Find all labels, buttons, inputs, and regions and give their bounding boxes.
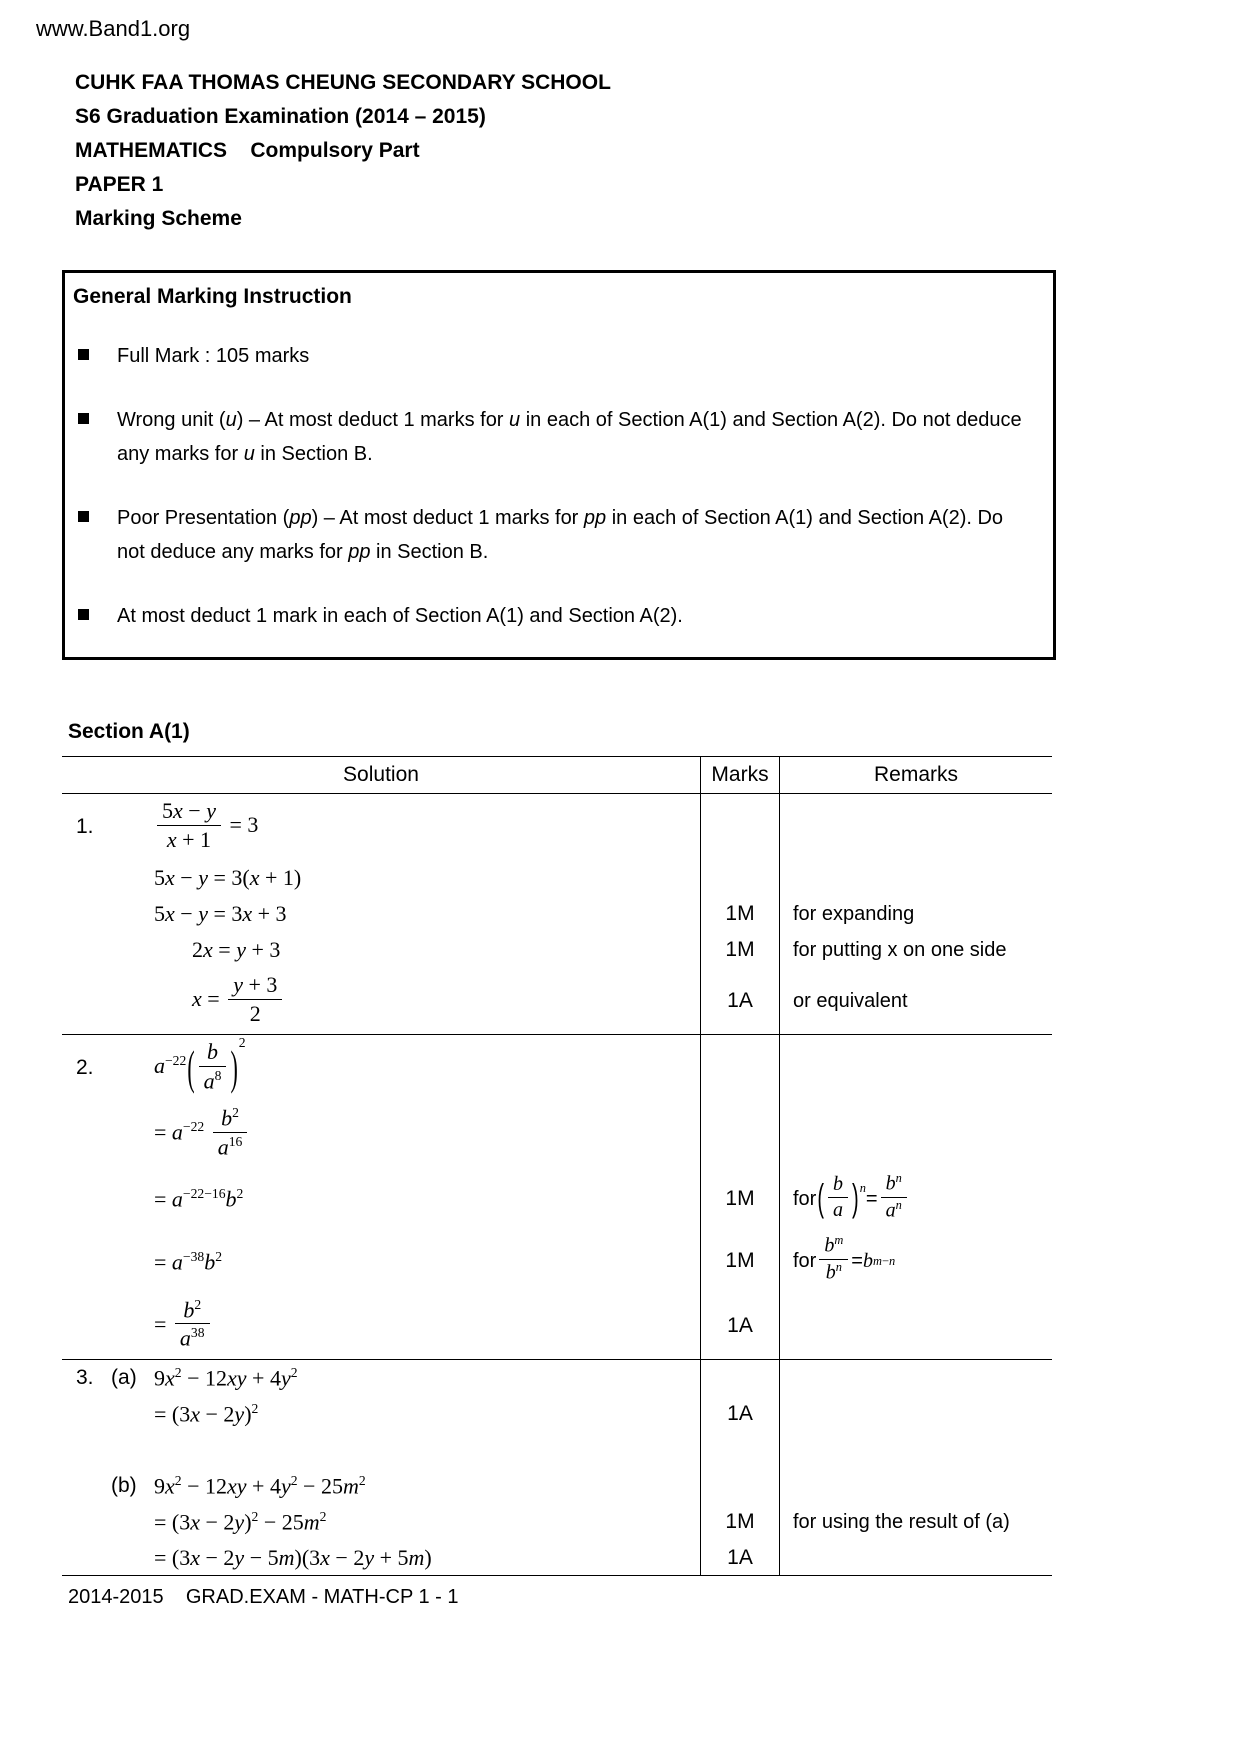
subject-title: MATHEMATICS Compulsory Part: [75, 139, 420, 162]
document-type: Marking Scheme: [75, 207, 242, 230]
solution-math: = $a^{-38}b^2$: [154, 1248, 223, 1274]
paper-number: PAPER 1: [75, 173, 164, 196]
mark-cell: [700, 1360, 780, 1396]
solution-line: [62, 1101, 700, 1168]
solution-math: 5x − y = 3(x + 1): [154, 865, 302, 891]
remark-cell: [780, 1360, 1052, 1396]
remark-cell: for putting x on one side: [793, 939, 1007, 961]
mark-cell: [700, 1101, 780, 1168]
instruction-item: [65, 403, 1033, 471]
solution-line: [62, 1293, 700, 1361]
solution-line: [62, 1432, 700, 1468]
solution-line: [62, 1396, 700, 1432]
mark-cell: [700, 860, 780, 896]
mark-cell: [700, 1035, 780, 1101]
mark-cell: [700, 1432, 780, 1468]
mark-cell: 1A: [700, 1540, 780, 1576]
remark-cell: [780, 1540, 1052, 1576]
solution-math: = $a^{-22-16}b^2$: [154, 1186, 244, 1212]
question-label: (b): [76, 1474, 137, 1498]
solution-line: [62, 794, 700, 860]
mark-cell: 1M: [700, 1504, 780, 1540]
solution-line: [62, 932, 700, 968]
remark-cell: for using the result of (a): [793, 1511, 1010, 1534]
solution-math: $9x^2 - 12xy + 4y^2$: [154, 1365, 298, 1391]
remark-cell: for $b^m$ $b^n$ = b m−n: [793, 1233, 896, 1284]
solution-math: x = $\frac{y + 3}{2}$: [192, 971, 285, 1031]
solution-line: [62, 860, 700, 896]
remark-cell: for ( b a ) $^n$ = $b^n$ $a^n$: [780, 1168, 1052, 1230]
bullet-square-icon: [78, 349, 89, 360]
instruction-item: [65, 339, 1033, 373]
solution-line: [62, 1468, 700, 1504]
mark-cell: [700, 1468, 780, 1504]
mark-cell: 1M: [700, 932, 780, 968]
watermark-text: www.Band1.org: [36, 16, 191, 41]
bullet-square-icon: [78, 609, 89, 620]
mark-cell: 1A: [700, 1293, 780, 1361]
solution-line: [62, 1360, 700, 1396]
solution-line: [62, 1035, 700, 1101]
remark-cell: for expanding: [793, 903, 915, 925]
marking-table: [62, 756, 1052, 1576]
remark-cell: [780, 1293, 1052, 1361]
table-header-remarks: Remarks: [780, 756, 1052, 794]
general-marking-instruction-box: [62, 270, 1056, 660]
section-title: Section A(1): [68, 720, 190, 743]
instruction-text: Poor Presentation (pp) – At most deduct 1 marks for pp in each of Section A(1) and Section A(2). Do not deduce any marks for pp in Section B.: [117, 507, 1004, 563]
solution-line: [62, 1230, 700, 1292]
instruction-box-title: General Marking Instruction: [73, 285, 352, 308]
solution-line: [62, 1540, 700, 1576]
question-label: 3. (a): [76, 1366, 137, 1390]
solution-math: $a^{-22}$( $\frac{b}{a^8}$ )$^2$: [154, 1034, 246, 1095]
solution-math: $9x^2 - 12xy + 4y^2 - 25m^2$: [154, 1473, 366, 1499]
mark-cell: [700, 794, 780, 860]
solution-line: [62, 1168, 700, 1230]
remark-cell: [780, 1035, 1052, 1101]
instruction-item: [65, 599, 1033, 633]
solution-math: 2x = y + 3: [192, 937, 281, 963]
solution-line: [62, 1504, 700, 1540]
mark-cell: 1A: [700, 1396, 780, 1432]
mark-cell: 1M: [700, 1230, 780, 1292]
table-header-marks: Marks: [700, 756, 780, 794]
page-footer: 2014-2015 GRAD.EXAM - MATH-CP 1 - 1: [68, 1586, 459, 1609]
bullet-square-icon: [78, 413, 89, 424]
exam-title: S6 Graduation Examination (2014 – 2015): [75, 105, 486, 128]
table-header-solution: Solution: [62, 756, 700, 794]
document-header: [75, 66, 1240, 236]
instruction-item: [65, 501, 1033, 569]
mark-cell: 1M: [700, 1168, 780, 1230]
remark-cell: [780, 1468, 1052, 1504]
remark-cell: [780, 1101, 1052, 1168]
solution-math: = $(3x - 2y)^2 - 25m^2$: [154, 1509, 327, 1535]
remark-cell: [780, 1432, 1052, 1468]
solution-math: 5x − y = 3x + 3: [154, 901, 287, 927]
solution-line: [62, 968, 700, 1035]
solution-line: [62, 896, 700, 932]
solution-math: = (3x − 2y − 5m)(3x − 2y + 5m): [154, 1545, 432, 1571]
question-label: 1.: [76, 815, 94, 838]
bullet-square-icon: [78, 511, 89, 522]
solution-math: = $\frac{b^2}{a^{38}}$: [154, 1296, 213, 1357]
solution-math: $\frac{5x - y}{x + 1}$ = 3: [154, 797, 258, 857]
instruction-text: Full Mark : 105 marks: [117, 345, 310, 367]
mark-cell: 1M: [700, 896, 780, 932]
remark-cell: [780, 794, 1052, 860]
remark-cell: or equivalent: [780, 968, 1052, 1035]
solution-math: = $a^{-22}$ $\frac{b^2}{a^{16}}$: [154, 1104, 250, 1165]
remark-cell: [780, 1396, 1052, 1432]
instruction-text: At most deduct 1 mark in each of Section A(1) and Section A(2).: [117, 605, 683, 627]
solution-math: = $(3x - 2y)^2$: [154, 1401, 259, 1427]
question-label: 2.: [76, 1056, 94, 1080]
school-name: CUHK FAA THOMAS CHEUNG SECONDARY SCHOOL: [75, 71, 611, 94]
instruction-text: Wrong unit (u) – At most deduct 1 marks for u in each of Section A(1) and Section A(2). Do not deduce any marks for u in Section B.: [117, 409, 1022, 465]
mark-cell: 1A: [700, 968, 780, 1035]
remark-cell: [780, 860, 1052, 896]
